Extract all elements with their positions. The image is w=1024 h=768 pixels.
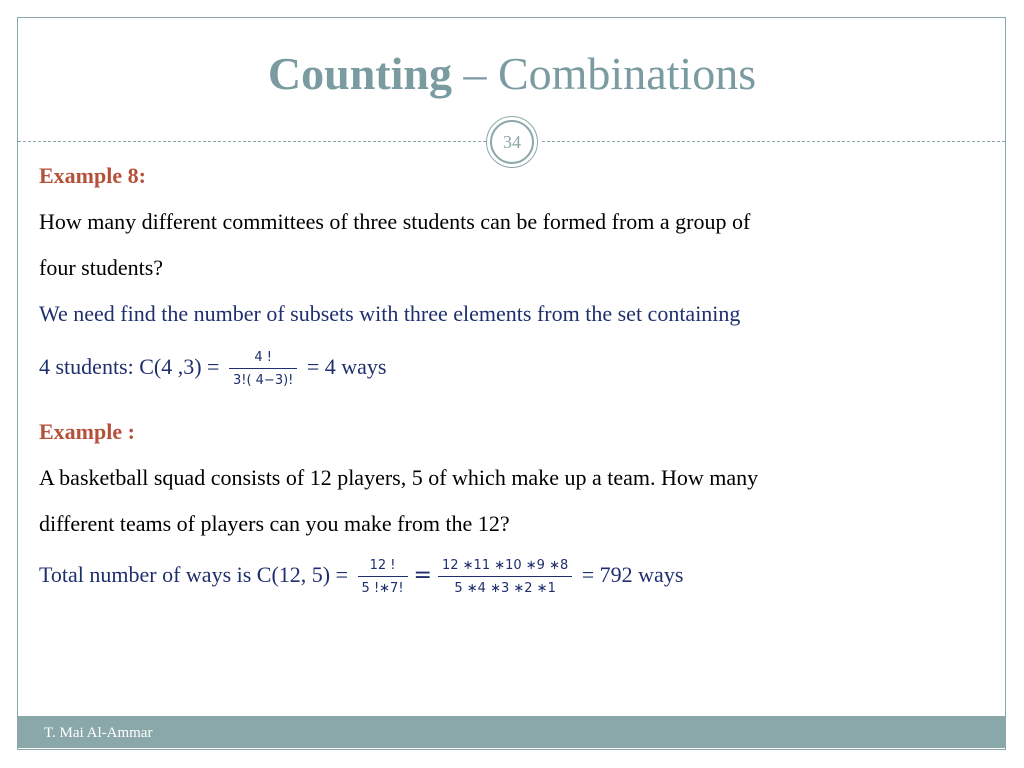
fraction-denominator: 3!( 4−3)! (229, 368, 297, 388)
fraction-numerator: 4 ! (254, 350, 272, 365)
example1-answer-prefix: 4 students: C(4 ,3) = (39, 354, 225, 380)
example2-heading: Example : (39, 419, 135, 444)
example1-answer-line1: We need find the number of subsets with three elements from the set containing (39, 301, 741, 326)
example1-question-line2: four students? (39, 255, 164, 280)
title-bold: Counting (267, 48, 452, 99)
example1-question-line1: How many different committees of three students can be formed from a group of (39, 209, 751, 234)
example2-fraction-2 (438, 558, 572, 596)
example1-answer-suffix: = 4 ways (301, 354, 387, 380)
fraction-numerator: 12 ∗11 ∗10 ∗9 ∗8 (441, 558, 569, 573)
title-divider-left (18, 141, 486, 142)
example2-answer-suffix: = 792 ways (576, 562, 684, 588)
title-divider-right (542, 141, 1005, 142)
footer-bar (18, 716, 1006, 748)
slide-title (0, 47, 1024, 100)
example2-question-line1: A basketball squad consists of 12 players, 5 of which make up a team. How many (39, 465, 759, 490)
page-number: 34 (503, 131, 521, 152)
title-rest: – Combinations (451, 48, 757, 99)
fraction-denominator: 5 !∗7! (358, 576, 408, 596)
fraction-numerator: 12 ! (369, 558, 396, 573)
example2-answer-formula (39, 558, 683, 596)
page-number-badge (486, 116, 538, 168)
example1-heading: Example 8: (39, 163, 146, 188)
example2-fraction-1 (358, 558, 408, 596)
example2-answer-prefix: Total number of ways is C(12, 5) = (39, 562, 354, 588)
example1-fraction (229, 350, 297, 388)
example1-answer-formula (39, 350, 387, 388)
equals-sign: = (413, 563, 432, 589)
footer-author: T. Mai Al-Ammar (44, 725, 153, 741)
fraction-denominator: 5 ∗4 ∗3 ∗2 ∗1 (438, 576, 572, 596)
example2-question-line2: different teams of players can you make from the 12? (39, 511, 510, 536)
